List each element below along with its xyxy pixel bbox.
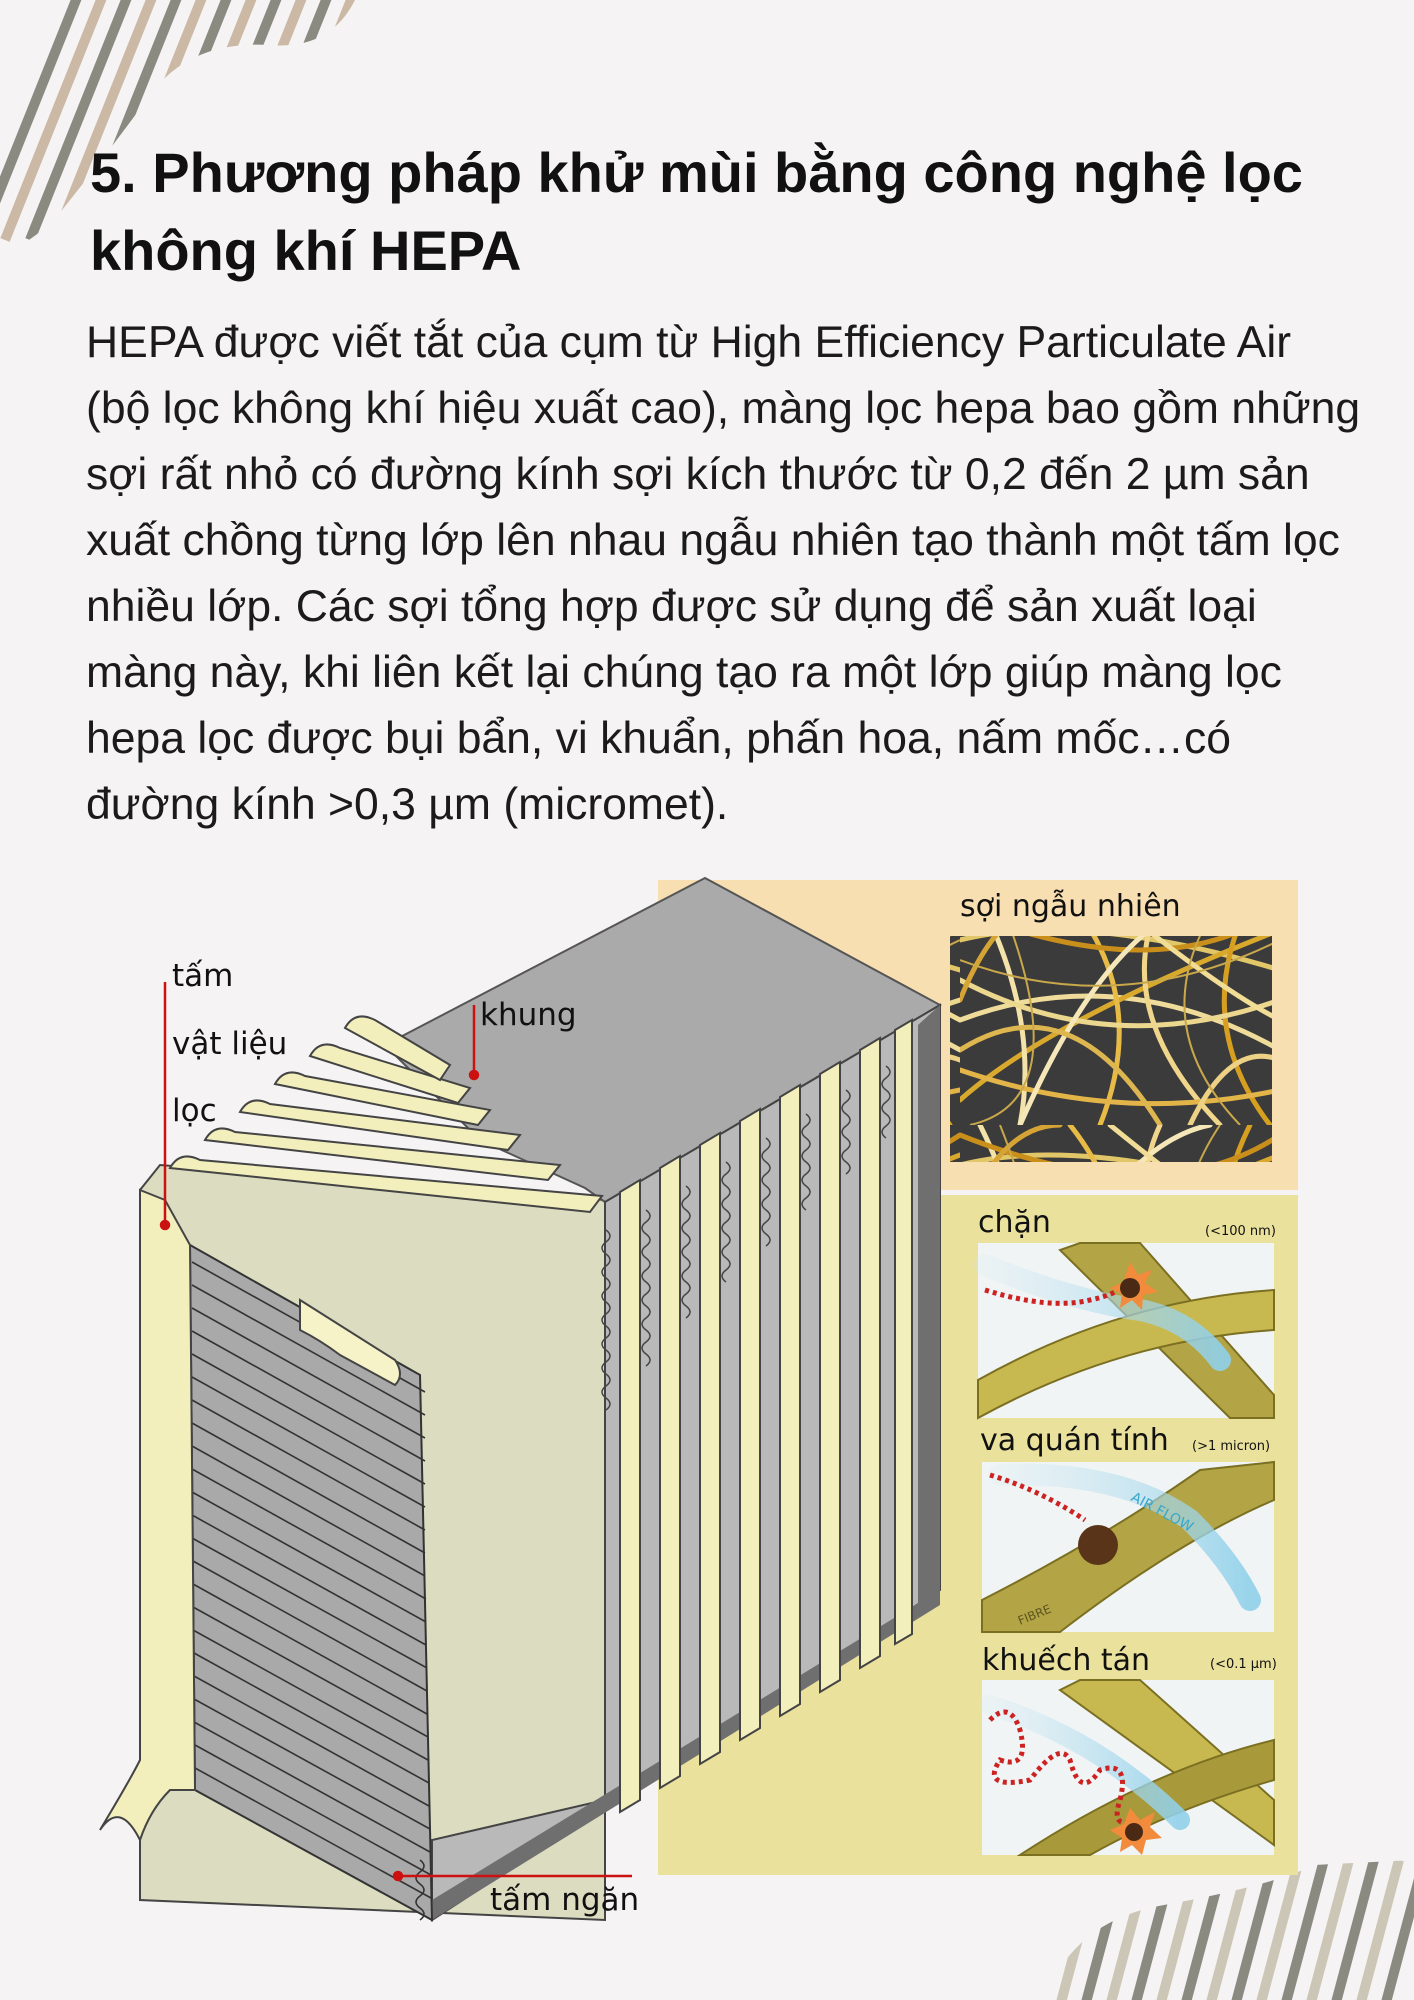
- random-fibers-label: sợi ngẫu nhiên: [960, 889, 1181, 924]
- separator-label: tấm ngăn: [490, 1882, 640, 1918]
- mechanism-3-name: khuếch tán: [982, 1643, 1151, 1678]
- mechanism-2-name: va quán tính: [980, 1423, 1169, 1458]
- mechanism-2-size: (>1 micron): [1192, 1439, 1271, 1454]
- page-title: 5. Phương pháp khử mùi bằng công nghệ lọc không khí HEPA: [90, 141, 1303, 282]
- mechanism-1-name: chặn: [978, 1205, 1051, 1240]
- fibre-label: FIBRE: [1015, 1601, 1054, 1628]
- filter-material-label-line-1: tấm: [172, 958, 234, 994]
- random-fibers-image: [950, 936, 1272, 1162]
- hepa-description: HEPA được viết tắt của cụm từ High Efficiency Particulate Air (bộ lọc không khí hiệu xuất cao), màng lọc hepa bao gồm những sợi rất nhỏ có đường kính sợi kích thước từ 0,2 đến 2 µm sản xuất chồng từng lớp lên nhau ngẫu nhiên tạo thành một tấm lọc nhiều lớp. Các sợi tổng hợp được sử dụng để sản xuất loại màng này, khi liên kết lại chúng tạo ra một lớp giúp màng lọc hepa lọc được bụi bẩn, vi khuẩn, phấn hoa, nấm mốc…có đường kính >0,3 µm (micromet).: [86, 318, 1361, 829]
- mechanism-3-size: (<0.1 µm): [1210, 1657, 1277, 1672]
- mechanism-1-size: (<100 nm): [1205, 1224, 1276, 1239]
- filter-material-label-line-2: vật liệu: [172, 1026, 288, 1062]
- air-flow-label: AIR FLOW: [1128, 1489, 1196, 1536]
- filter-material-label-line-3: lọc: [172, 1093, 217, 1129]
- frame-label: khung: [480, 997, 577, 1033]
